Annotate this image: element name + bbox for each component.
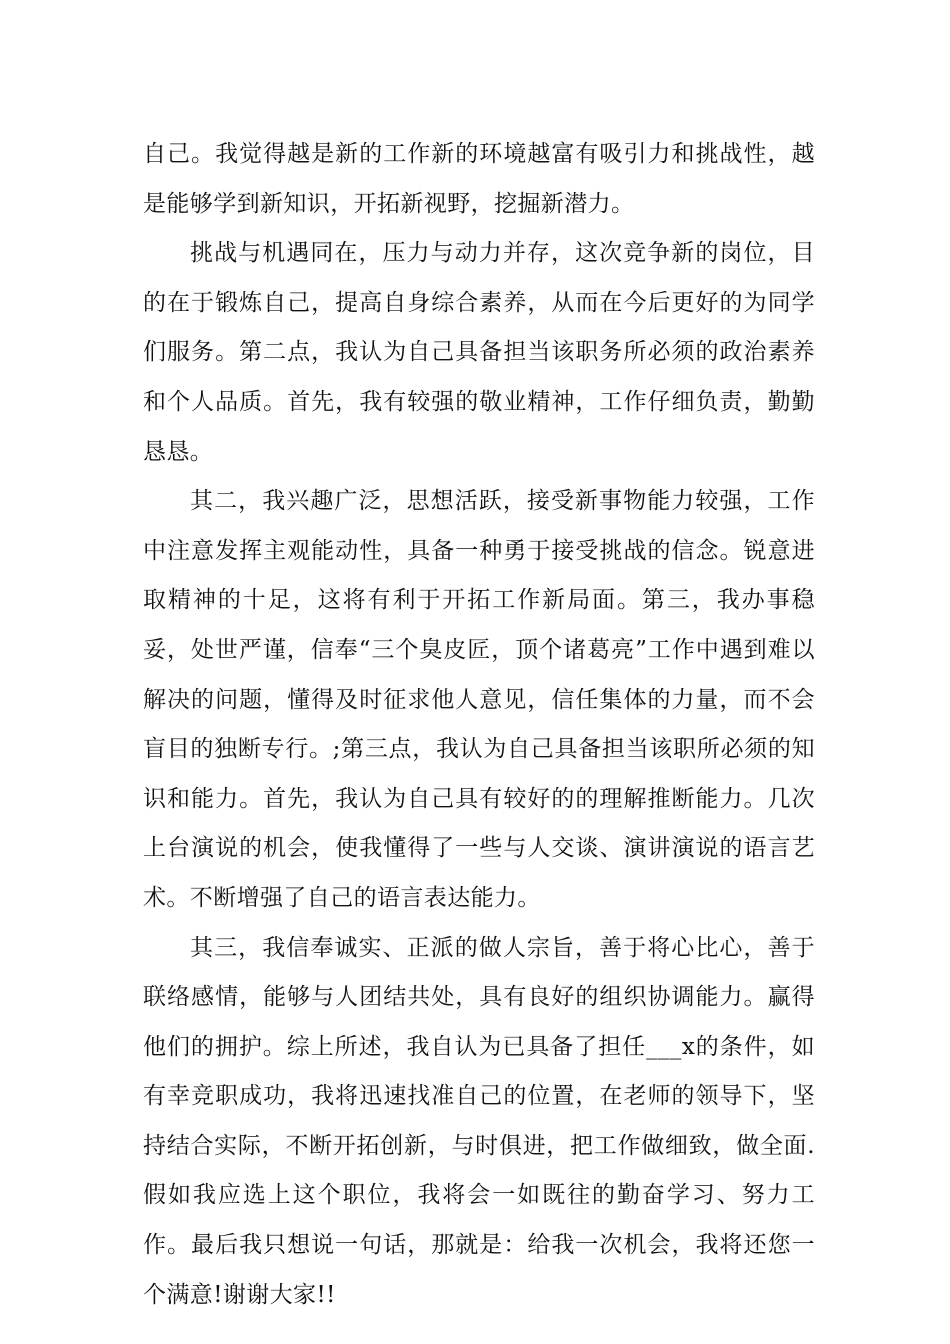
paragraph-2: 挑战与机遇同在，压力与动力并存，这次竞争新的岗位，目的在于锻炼自己，提高自身综合素养，从而在今后更好的为同学们服务。第二点，我认为自己具备担当该职务所必须的政治素养和个人品质。首先，我有较强的敬业精神，工作仔细负责，勤勤恳恳。 — [143, 240, 815, 465]
paragraph-1: 自己。我觉得越是新的工作新的环境越富有吸引力和挑战性，越是能够学到新知识，开拓新视野，挖掘新潜力。 — [143, 141, 815, 217]
paragraph-4: 其三，我信奉诚实、正派的做人宗旨，善于将心比心，善于联络感情，能够与人团结共处，具有良好的组织协调能力。赢得他们的拥护。综上所述，我自认为已具备了担任___x的条件，如有幸竞职成功，我将迅速找准自己的位置，在老师的领导下，坚持结合实际，不断开拓创新，与时俱进，把工作做细致，做全面.假如我应选上这个职位，我将会一如既往的勤奋学习、努力工作。最后我只想说一句话，那就是：给我一次机会，我将还您一个满意!谢谢大家!! — [143, 934, 815, 1308]
paragraph-3: 其二，我兴趣广泛，思想活跃，接受新事物能力较强，工作中注意发挥主观能动性，具备一种勇于接受挑战的信念。锐意进取精神的十足，这将有利于开拓工作新局面。第三，我办事稳妥，处世严谨，信奉“三个臭皮匠，顶个诸葛亮”工作中遇到难以解决的问题，懂得及时征求他人意见，信任集体的力量，而不会盲目的独断专行。;第三点，我认为自己具备担当该职所必须的知识和能力。首先，我认为自己具有较好的的理解推断能力。几次上台演说的机会，使我懂得了一些与人交谈、演讲演说的语言艺术。不断增强了自己的语言表达能力。 — [143, 488, 815, 911]
document-body — [143, 130, 815, 1320]
